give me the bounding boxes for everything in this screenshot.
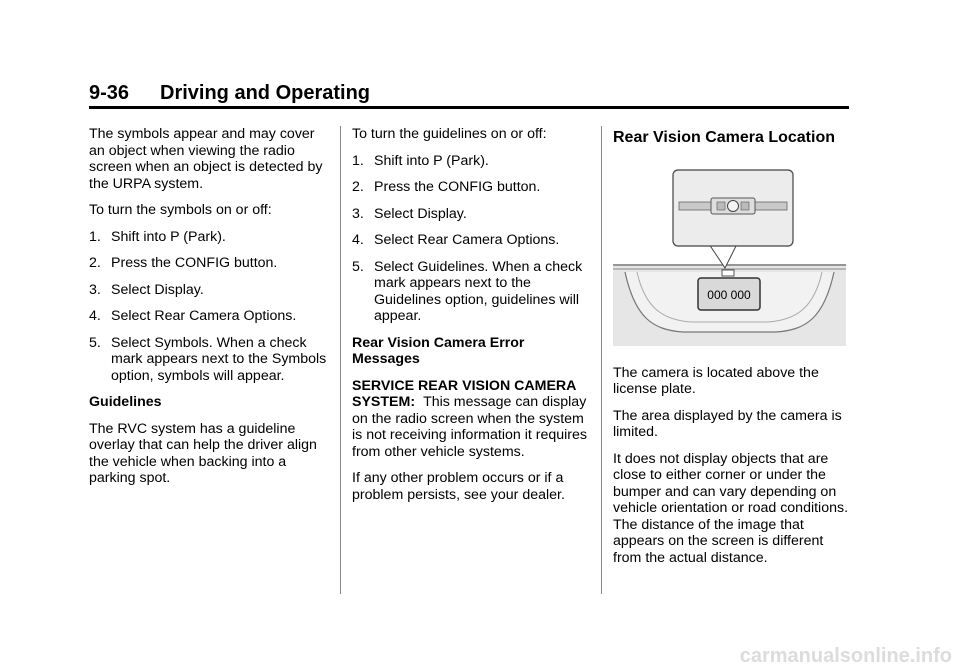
step-text: Select Symbols. When a check mark appears next to the Symbols option, symbols will appear. xyxy=(111,334,327,384)
camera-limits-text: It does not display objects that are close to either corner or under the bumper and can vary depending on vehicle orientation or road conditions. The distance of the image that appears on the screen is different from the actual distance. xyxy=(613,450,849,566)
step-text: Select Rear Camera Options. xyxy=(374,232,560,248)
step-number: 5. xyxy=(352,258,364,275)
guidelines-text: The RVC system has a guideline overlay that can help the driver align the vehicle when backing into a parking spot. xyxy=(89,420,317,486)
step-text: Select Display. xyxy=(111,281,204,298)
column-divider xyxy=(340,126,341,594)
license-plate-text: 000 000 xyxy=(707,288,751,302)
column-1 xyxy=(89,126,329,497)
symbols-intro: The symbols appear and may cover an object when viewing the radio screen when an object is detected by the URPA system. xyxy=(89,126,323,192)
step-number: 1. xyxy=(89,228,101,245)
service-label: SERVICE REAR VISION CAMERA SYSTEM: xyxy=(352,377,576,410)
section-title: Driving and Operating xyxy=(160,82,371,104)
guidelines-toggle-lead: To turn the guidelines on or off: xyxy=(352,126,547,142)
step-text: Press the CONFIG button. xyxy=(111,255,278,271)
service-text: This message can display on the radio screen when the system is not receiving information it requires from other vehicle systems. xyxy=(352,394,587,460)
step-text: Shift into P (Park). xyxy=(111,228,226,245)
symbols-toggle-lead: To turn the symbols on or off: xyxy=(89,202,272,218)
camera-area-text: The area displayed by the camera is limited. xyxy=(613,407,842,440)
step-number: 4. xyxy=(352,232,364,248)
list-item xyxy=(89,282,329,299)
column-2 xyxy=(352,126,590,513)
page-header xyxy=(89,80,849,109)
step-text: Select Rear Camera Options. xyxy=(111,308,297,324)
step-number: 5. xyxy=(89,334,101,351)
step-number: 2. xyxy=(89,255,101,271)
page-number: 9-36 xyxy=(89,82,130,104)
list-item xyxy=(89,335,329,385)
list-item xyxy=(352,206,590,223)
list-item xyxy=(352,179,590,196)
step-text: Select Guidelines. When a check mark appears next to the Guidelines option, guidelines will appear. xyxy=(374,258,583,324)
step-text: Press the CONFIG button. xyxy=(374,179,541,195)
column-divider xyxy=(601,126,602,594)
step-number: 3. xyxy=(89,281,101,298)
step-number: 1. xyxy=(352,152,364,169)
step-number: 2. xyxy=(352,179,364,195)
service-message xyxy=(352,378,590,461)
watermark: carmanualsonline.info xyxy=(739,645,952,667)
step-text: Shift into P (Park). xyxy=(374,152,489,169)
camera-location-heading: Rear Vision Camera Location xyxy=(613,129,835,146)
guidelines-heading: Guidelines xyxy=(89,394,162,410)
list-item xyxy=(89,229,329,246)
error-messages-heading: Rear Vision Camera Error Messages xyxy=(352,334,525,367)
other-problem-text: If any other problem occurs or if a problem persists, see your dealer. xyxy=(352,470,565,503)
rear-camera-illustration xyxy=(613,168,846,346)
step-number: 3. xyxy=(352,205,364,222)
step-text: Select Display. xyxy=(374,205,467,222)
camera-location-text: The camera is located above the license plate. xyxy=(613,364,819,397)
list-item xyxy=(352,259,590,325)
list-item xyxy=(89,255,329,272)
step-number: 4. xyxy=(89,308,101,324)
list-item xyxy=(89,308,329,325)
list-item xyxy=(352,153,590,170)
list-item xyxy=(352,232,590,249)
